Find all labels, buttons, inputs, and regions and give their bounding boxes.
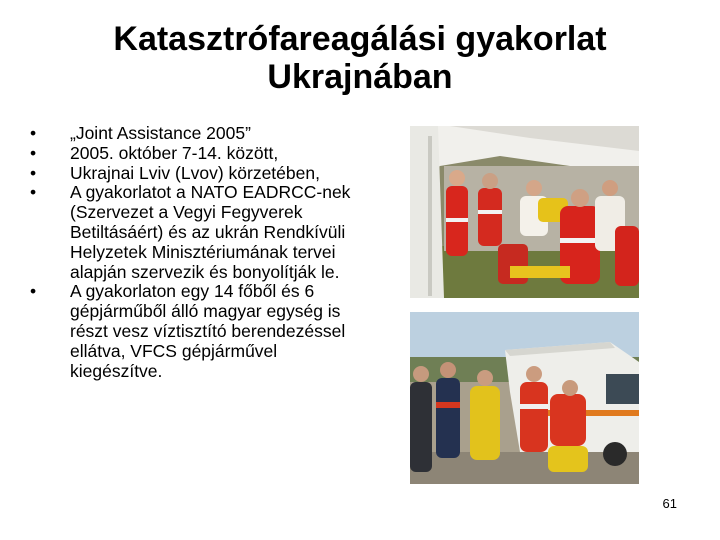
bullet-text: A gyakorlatot a NATO EADRCC-nek (Szervezet a Vegyi Fegyverek Betiltásáért) és az ukrán Rendkívüli Helyzetek Minisztériumának tervei alapján szervezik és bonyolítják le. [70,182,351,282]
bullet-text: 2005. október 7-14. között, [70,142,279,163]
bullet-dot: • [30,182,37,203]
bullet-dot: • [30,123,37,143]
bullet-dot: • [30,142,37,163]
rescue-tent-photo [410,126,639,298]
bullet-dot: • [30,281,37,302]
bullet-item [28,183,358,282]
slide-title-line-2: Ukrajnában [267,58,453,96]
bullet-text: Ukrajnai Lviv (Lvov) körzetében, [70,162,320,183]
bullet-text: „Joint Assistance 2005” [70,123,251,143]
slide-title-line-1: Katasztrófareagálási gyakorlat [113,20,607,58]
slide-title [40,20,680,96]
page-number: 61 [662,496,677,511]
bullet-text: A gyakorlaton egy 14 főből és 6 gépjárműből álló magyar egység is részt vesz víztisztító berendezéssel ellátva, VFCS gépjárművel kiegészítve. [70,281,346,381]
bullet-item [28,144,358,164]
vehicle-rescue-photo [410,312,639,484]
bullet-item [28,124,358,144]
bullet-item [28,282,358,381]
bullet-dot: • [30,162,37,183]
bullet-list [28,124,358,381]
bullet-item [28,164,358,184]
